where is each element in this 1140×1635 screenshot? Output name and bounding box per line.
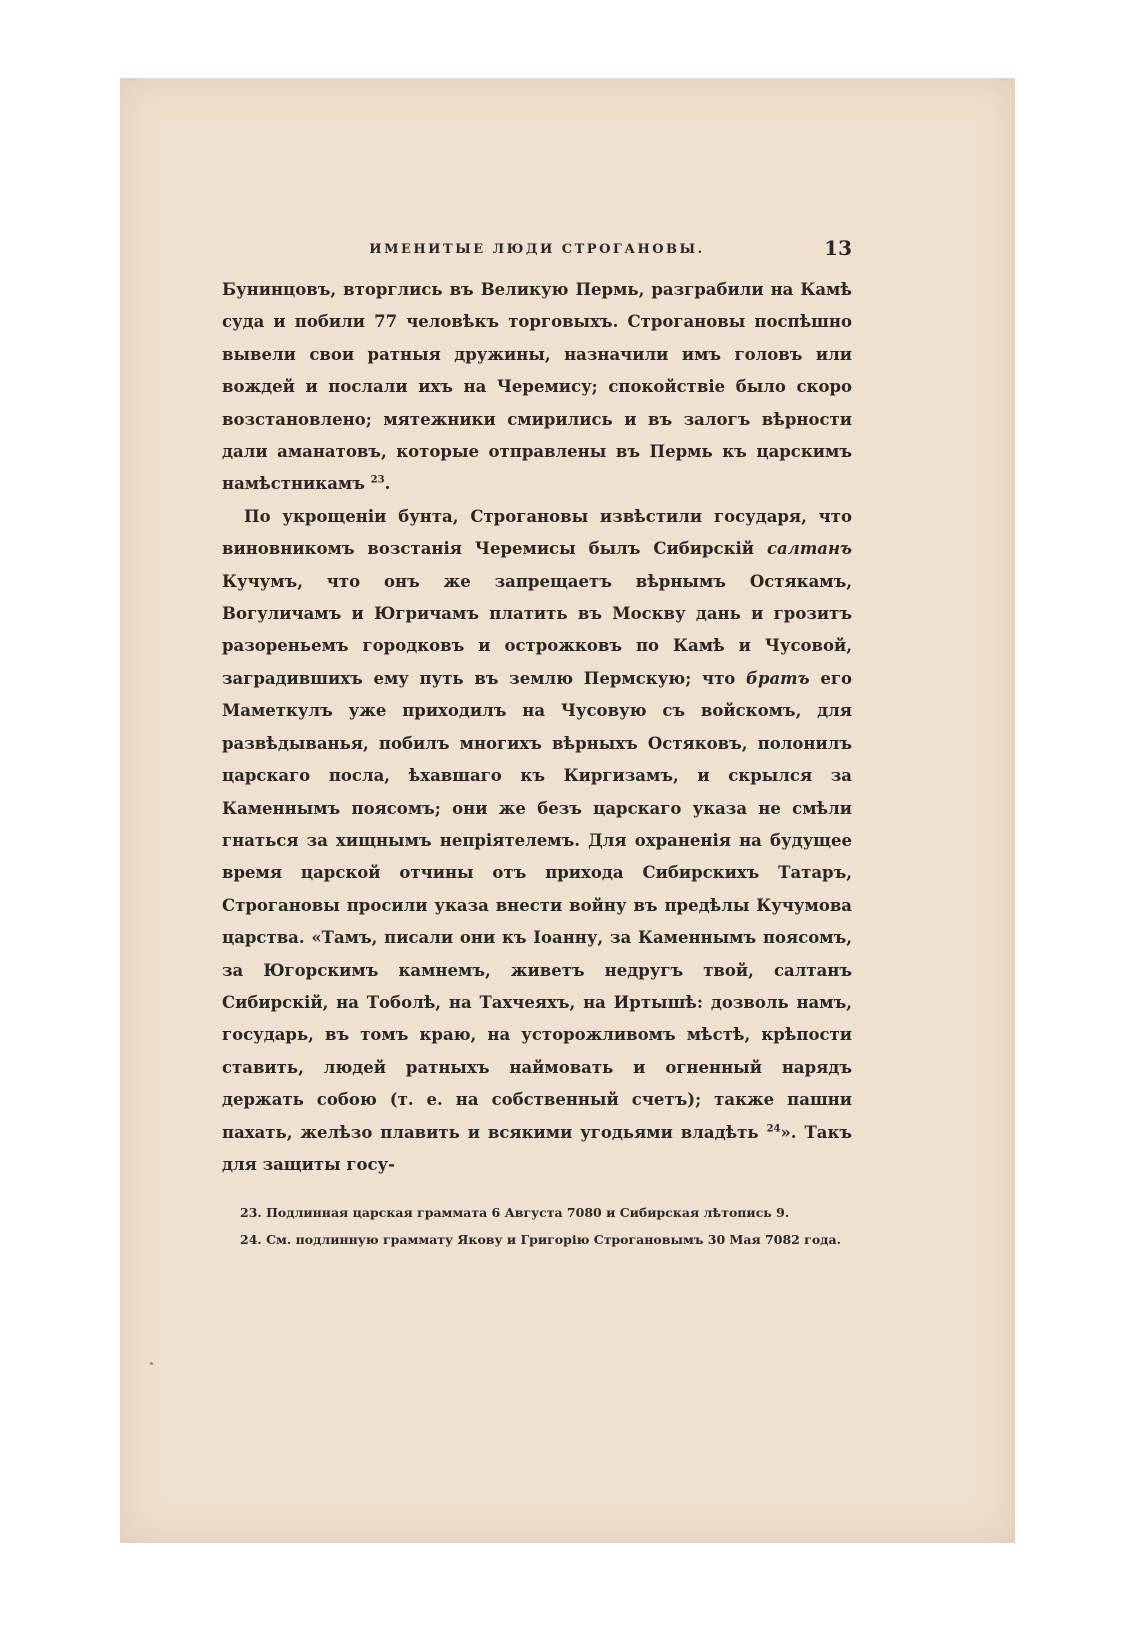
paragraph-1-text: Бунинцовъ, вторглись въ Великую Пермь, разграбили на Камѣ суда и побили 77 человѣкъ торговыхъ. Строгановы поспѣшно вывели свои ратныя дружины, назначили имъ головъ или вождей и послали ихъ на Черемису; спокойствіе было скоро возстановлено; мятежники смирились и въ залогъ вѣрности дали аманатовъ, которые отправлены въ Пермь къ царскимъ намѣстникамъ	[222, 280, 852, 494]
paragraph-2-part-2: Кучумъ, что онъ же запрещаетъ вѣрнымъ Остякамъ, Вогуличамъ и Югричамъ платить въ Москву дань и грозитъ разореньемъ городковъ и острожковъ по Камѣ и Чусовой, заградившихъ ему путь въ землю Пермскую; что	[222, 571, 852, 688]
main-text	[222, 274, 852, 1181]
footnotes	[222, 1199, 852, 1253]
footnote-24: 24. См. подлинную граммату Якову и Григорію Строгановымъ 30 Мая 7082 года.	[240, 1232, 841, 1248]
footnote-23: 23. Подлинная царская граммата 6 Августа 7080 и Сибирская лѣтопись 9.	[240, 1205, 790, 1221]
paragraph-2	[222, 501, 852, 1182]
running-title: ИМЕНИТЫЕ ЛЮДИ СТРОГАНОВЫ.	[369, 242, 705, 257]
page-header	[222, 236, 852, 266]
footnote-ref-24: 24	[766, 1123, 781, 1135]
paper-speck	[150, 1362, 153, 1365]
italic-word-saltan: салтанъ	[767, 539, 852, 559]
paragraph-2-part-1: По укрощеніи бунта, Строгановы извѣстили государя, что виновникомъ возстанія Черемисы былъ Сибирскій	[222, 506, 852, 559]
footnote-ref-23: 23	[370, 474, 385, 486]
italic-word-brat: братъ	[746, 668, 810, 688]
paragraph-2-part-3: его Маметкулъ уже приходилъ на Чусовую съ войскомъ, для развѣдыванья, побилъ многихъ вѣрныхъ Остяковъ, полонилъ царскаго посла, ѣхавшаго къ Киргизамъ, и скрылся за Каменнымъ поясомъ; они же безъ царскаго указа не смѣли гнаться за хищнымъ непріятелемъ. Для охраненія на будущее время царской отчины отъ прихода Сибирскихъ Татаръ, Строгановы просили указа внести войну въ предѣлы Кучумова царства. «Тамъ, писали они къ Іоанну, за Каменнымъ поясомъ, за Югорскимъ камнемъ, живетъ недругъ твой, салтанъ Сибирскій, на Тоболѣ, на Тахчеяхъ, на Иртышѣ: дозволь намъ, государь, въ томъ краю, на усторожливомъ мѣстѣ, крѣпости ставить, людей ратныхъ наймовать и огненный нарядъ держать собою (т. е. на собственный счетъ); также пашни пахать, желѣзо плавить и всякими угодьями владѣть	[222, 668, 852, 1142]
paragraph-1	[222, 274, 852, 501]
paragraph-1-end: .	[384, 474, 391, 494]
book-page	[222, 236, 852, 1253]
paragraph-2-part-4: ». Такъ для защиты госу-	[222, 1122, 853, 1174]
page-number: 13	[824, 236, 852, 260]
